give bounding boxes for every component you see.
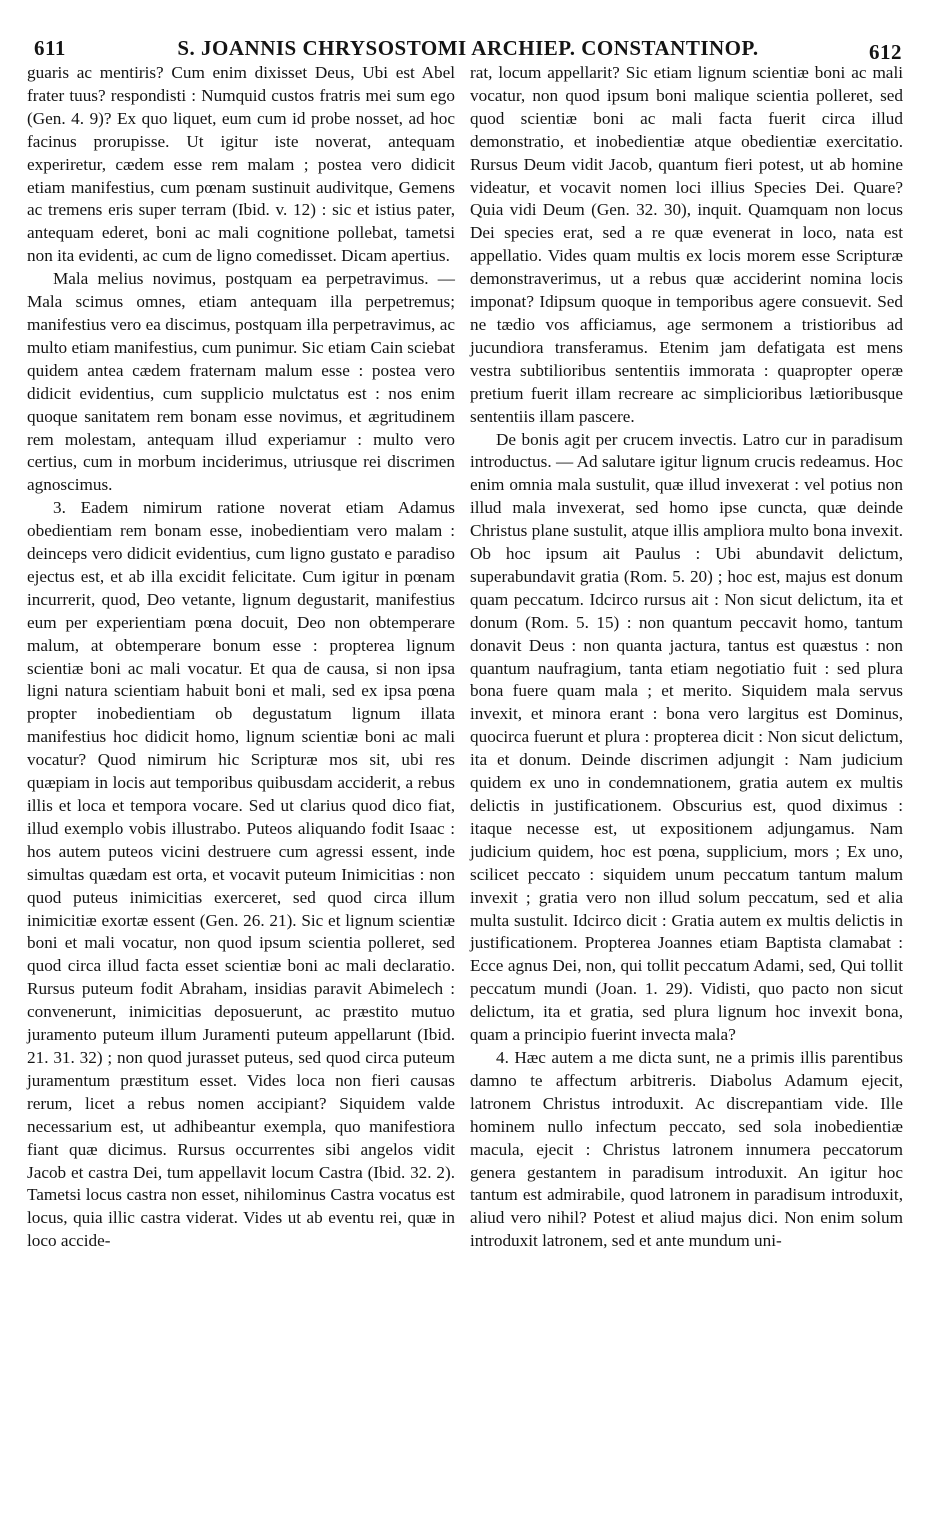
right-column (470, 62, 903, 1253)
running-title: S. JOANNIS CHRYSOSTOMI ARCHIEP. CONSTANTINOP. (177, 36, 759, 60)
paragraph: Mala melius novimus, postquam ea perpetravimus. — Mala scimus omnes, etiam antequam illa perpetremus; manifestius vero ea discimus, postquam illa perpetravimus, ac multo etiam manifestius, cum punimur. Sic etiam Cain sciebat quidem antea cædem fraternam malum esse : postea vero didicit evidentius, cum supplicio mulctatus est : nos enim quoque sanitatem rem bonam esse novimus, et ægritudinem rem molestam, antequam illud experiamur : multo vero certius, cum in morbum inciderimus, utriusque rei discrimen agnoscimus. (27, 269, 455, 495)
paragraph: rat, locum appellarit? Sic etiam lignum scientiæ boni ac mali vocatur, non quod ipsum boni malique scientia polleret, sed quod scientiæ boni ac mali facta fuerit circa illud demonstratio, et inobedientiæ atque obedientiæ exercitatio. Rursus Deum vidit Jacob, quantum fieri potest, ut ab homine videatur, et vocavit nomen loci illius Species Dei. Quare? Quia vidi Deum (Gen. 32. 30), inquit. Quamquam non locus Dei species erat, sed a re quæ evenerat in loco, nata est appellatio. Vides quam multis ex locis morem esse Scripturæ demonstraverimus, ut a rebus quæ acciderint nomina locis imponat? Idipsum quoque in temporibus agere consuevit. Sed ne tædio vos afficiamus, age sermonem a tristioribus ad jucundiora transferamus. Etenim jam defatigata est mens vestra subtilioribus sententiis immorata : quapropter operæ pretium fuerit illam recreare ac simplicioribus lætioribusque sententiis illam pascere. (470, 63, 903, 426)
left-column (27, 62, 455, 1253)
page-number-right: 612 (869, 40, 902, 64)
paragraph: De bonis agit per crucem invectis. Latro cur in paradisum introductus. — Ad salutare igitur lignum crucis redeamus. Hoc enim omnia mala sustulit, quæ illud invexerat : vel potius non illud mala invexerat, sed homo ipse cuncta, quæ deinde Christus plane sustulit, atque illis ampliora multo bona invexit. Ob hoc ipsum ait Paulus : Ubi abundavit delictum, superabundavit gratia (Rom. 5. 20) ; hoc est, majus est donum quam peccatum. Idcirco rursus ait : Non sicut delictum, ita et donum (Rom. 5. 15) : non quantum peccavit homo, tantum donavit Deus : non quanta jactura, tantus est quæstus : non quantum naufragium, tanta etiam negotiatio fuit : sed plura bona fuere quam mala ; et merito. Siquidem mala servus invexit, et minora erant : bona vero largitus est Dominus, quocirca fuerunt et plura : propterea dicit : Non sicut delictum, ita et donum. Deinde discrimen adjungit : Nam judicium quidem ex uno in condemnationem, gratia autem ex multis delictis in justificationem. Obscurius est, quod diximus : itaque necesse est, ut expositionem adjungamus. Nam judicium quidem, hoc est pœna, supplicium, mors ; Ex uno, scilicet peccato : siquidem unum peccatum tantum malum invexit ; gratia vero non illud solum peccatum, sed et alia multa sustulit. Idcirco dicit : Gratia autem ex multis delictis in justificationem. Propterea Joannes etiam Baptista clamabat : Ecce agnus Dei, non, qui tollit peccatum Adami, sed, Qui tollit peccatum mundi (Joan. 1. 29). Vidisti, quo pacto non sicut delictum, ita et gratia, sed plura lignum hoc invexit bona, quam a principio fuerint invecta mala? (470, 429, 903, 1045)
paragraph: 3. Eadem nimirum ratione noverat etiam Adamus obedientiam rem bonam esse, inobedientiam vero malam : deinceps vero didicit evidentius, cum ligno gustato e paradiso ejectus est, et ab illa excidit felicitate. Cum igitur in pœnam incurrerit, quod, Deo vetante, lignum degustarit, manifestius eum per experientiam pœna docuit, Deo non obtemperare malum, at obtemperare bonum esse : propterea lignum scientiæ boni ac mali vocatur. Et qua de causa, si non ipsa ligni natura scientiam habuit boni et mali, sed ex ipsa pœna propter inobedientiam ob degustatum lignum illata manifestius hoc didicit homo, lignum scientiæ boni ac mali vocatur? Quod nimirum hic Scripturæ mos sit, ubi res quæpiam in locis aut temporibus quibusdam acciderit, a rebus illis et loca et tempora vocare. Sed ut clarius quod dico fiat, illud exemplo vobis illustrabo. Puteos aliquando fodit Isaac : hos autem puteos vicini destruere cum agressi essent, inde simultas quædam est orta, et vocavit puteum Inimicitias : non quod puteus inimicitias exerceret, sed quod circa illum inimicitiæ exortæ essent (Gen. 26. 21). Sic et lignum scientiæ boni et mali vocatur, non quod ipsum scientia polleret, sed quod circa illud facta esset scientiæ boni ac mali declaratio. Rursus puteum fodit Abraham, insidias paravit Abimelech : convenerunt, inimicitias deposuerunt, ac præstito mutuo juramento puteum illum Juramenti puteum appellarunt (Ibid. 21. 31. 32) ; non quod jurasset puteus, sed quod circa puteum juramentum præstitum esset. Vides loca non fieri causas rerum, licet a rebus nomen accipiant? Siquidem valde necessarium est, ut adhibeantur exempla, quo manifestiora fiant quæ dicimus. Rursus occurrentes sibi angelos vidit Jacob et castra Dei, tum appellavit locum Castra (Ibid. 32. 2). Tametsi locus castra non esset, nihilominus Castra vocatus est locus, quia illic castra viderat. Vides ut ab eventu rei, quæ in loco accide- (27, 498, 455, 1251)
page-number-left: 611 (34, 36, 66, 60)
paragraph: 4. Hæc autem a me dicta sunt, ne a primis illis parentibus damno te affectum arbitreris. Diabolus Adamum ejecit, latronem Christus introduxit. Ac discrepantiam vide. Ille hominem nullo infectum peccato, sed sola inobedientiæ macula, ejecit : Christus latronem innumera peccatorum genera gestantem in paradisum introduxit. An igitur hoc tantum est admirabile, quod latronem in paradisum introduxit, aliud vero nihil? Potest et aliud majus dici. Non enim solum introduxit latronem, sed et ante mundum uni- (470, 1047, 903, 1251)
paragraph: guaris ac mentiris? Cum enim dixisset Deus, Ubi est Abel frater tuus? respondisti : Numquid custos fratris mei sum ego (Gen. 4. 9)? Ex quo liquet, eum cum id probe nosset, ad hoc facinus prorupisse. Ut igitur iste noverat, antequam experiretur, cædem esse rem malam ; postea vero didicit etiam manifestius, cum pœnam sustinuit audivitque, Gemens ac tremens eris super terram (Ibid. v. 12) : sic et istius pater, antequam ederet, boni ac mali cognitione pollebat, tametsi non ita evidenti, ac cum de ligno comedisset. Dicam apertius. (27, 63, 455, 266)
